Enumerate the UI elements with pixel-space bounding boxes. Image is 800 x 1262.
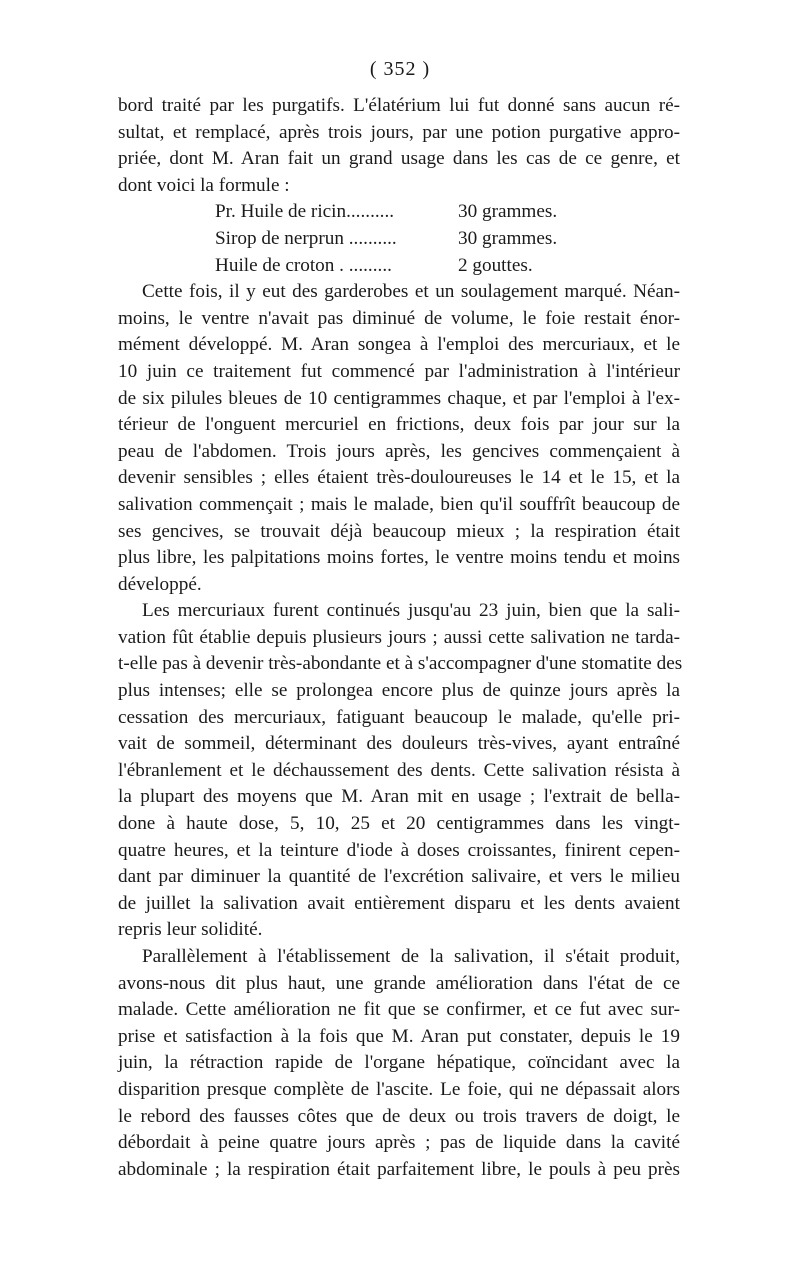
paragraph bbox=[118, 944, 680, 1183]
formula-line bbox=[118, 226, 680, 253]
text-line: débordait à peine quatre jours après ; pas de liquide dans la cavité bbox=[118, 1132, 680, 1154]
text-line: cessation des mercuriaux, fatiguant beaucoup le malade, qu'elle pri- bbox=[118, 706, 680, 728]
ingredient-name: Huile de croton . ......... bbox=[215, 254, 392, 276]
text-line: salivation commençait ; mais le malade, bien qu'il souffrît beaucoup de bbox=[118, 493, 680, 515]
paragraph bbox=[118, 598, 683, 944]
text-line: développé. bbox=[118, 573, 202, 595]
paragraph bbox=[118, 93, 680, 199]
text-line: mément développé. M. Aran songea à l'emploi des mercuriaux, et le bbox=[118, 334, 680, 356]
text-line: Cette fois, il y eut des garderobes et un soulagement marqué. Néan- bbox=[142, 281, 680, 303]
text-line: moins, le ventre n'avait pas diminué de volume, le foie restait énor- bbox=[118, 307, 680, 329]
ingredient-quantity: 30 grammes. bbox=[458, 201, 558, 223]
body-text bbox=[118, 93, 683, 1183]
ingredient-quantity: 30 grammes. bbox=[458, 227, 558, 249]
ingredient-name: Sirop de nerprun .......... bbox=[215, 227, 397, 249]
text-line: ses gencives, se trouvait déjà beaucoup mieux ; la respiration était bbox=[118, 520, 680, 542]
text-line: done à haute dose, 5, 10, 25 et 20 centigrammes dans les vingt- bbox=[118, 813, 680, 835]
text-line: juin, la rétraction rapide de l'organe hépatique, coïncidant avec la bbox=[118, 1052, 680, 1074]
paragraph bbox=[118, 279, 680, 598]
text-line: peau de l'abdomen. Trois jours après, les gencives commençaient à bbox=[118, 440, 680, 462]
text-line: dont voici la formule : bbox=[118, 174, 290, 196]
text-line: l'ébranlement et le déchaussement des dents. Cette salivation résista à bbox=[118, 759, 680, 781]
text-line: Les mercuriaux furent continués jusqu'au 23 juin, bien que la sali- bbox=[142, 600, 680, 622]
text-line: plus libre, les palpitations moins fortes, le ventre moins tendu et moins bbox=[118, 547, 680, 569]
text-line: de juillet la salivation avait entièrement disparu et les dents avaient bbox=[118, 892, 680, 914]
formula-line bbox=[118, 199, 680, 226]
text-line: repris leur solidité. bbox=[118, 919, 263, 941]
text-line: quatre heures, et la teinture d'iode à doses croissantes, finirent cepen- bbox=[118, 839, 680, 861]
text-line: dant par diminuer la quantité de l'excrétion salivaire, et vers le milieu bbox=[118, 866, 680, 888]
text-line: de six pilules bleues de 10 centigrammes chaque, et par l'emploi à l'ex- bbox=[118, 387, 680, 409]
text-line: le rebord des fausses côtes que de deux ou trois travers de doigt, le bbox=[118, 1105, 680, 1127]
text-line: disparition presque complète de l'ascite. Le foie, qui ne dépassait alors bbox=[118, 1078, 680, 1100]
text-line: plus intenses; elle se prolongea encore plus de quinze jours après la bbox=[118, 680, 680, 702]
formula-line bbox=[118, 253, 680, 280]
text-line: devenir sensibles ; elles étaient très-douloureuses le 14 et le 15, et la bbox=[118, 467, 680, 489]
text-line: vation fût établie depuis plusieurs jours ; aussi cette salivation ne tarda- bbox=[118, 626, 680, 648]
text-line: priée, dont M. Aran fait un grand usage dans les cas de ce genre, et bbox=[118, 148, 680, 170]
text-line: prise et satisfaction à la fois que M. Aran put constater, depuis le 19 bbox=[118, 1025, 680, 1047]
text-line: Parallèlement à l'établissement de la salivation, il s'était produit, bbox=[142, 946, 680, 967]
text-line: malade. Cette amélioration ne fit que se confirmer, et ce fut avec sur- bbox=[118, 999, 680, 1021]
text-line: bord traité par les purgatifs. L'élatérium lui fut donné sans aucun ré- bbox=[118, 95, 680, 116]
text-line: avons-nous dit plus haut, une grande amélioration dans l'état de ce bbox=[118, 972, 680, 994]
text-line: térieur de l'onguent mercuriel en frictions, deux fois par jour sur la bbox=[118, 414, 680, 436]
page-number: ( 352 ) bbox=[369, 58, 431, 80]
text-line: vait de sommeil, déterminant des douleurs très-vives, ayant entraîné bbox=[118, 733, 680, 755]
ingredient-quantity: 2 gouttes. bbox=[458, 254, 533, 276]
text-line: abdominale ; la respiration était parfaitement libre, le pouls à peu près bbox=[118, 1158, 680, 1180]
text-line: t-elle pas à devenir très-abondante et à s'accompagner d'une stomatite des bbox=[118, 653, 683, 675]
text-line: sultat, et remplacé, après trois jours, par une potion purgative appro- bbox=[118, 121, 680, 143]
formula bbox=[118, 199, 680, 279]
text-line: la plupart des moyens que M. Aran mit en usage ; l'extrait de bella- bbox=[118, 786, 680, 808]
text-line: 10 juin ce traitement fut commencé par l'administration à l'intérieur bbox=[118, 360, 680, 382]
ingredient-name: Pr. Huile de ricin.......... bbox=[215, 201, 395, 223]
